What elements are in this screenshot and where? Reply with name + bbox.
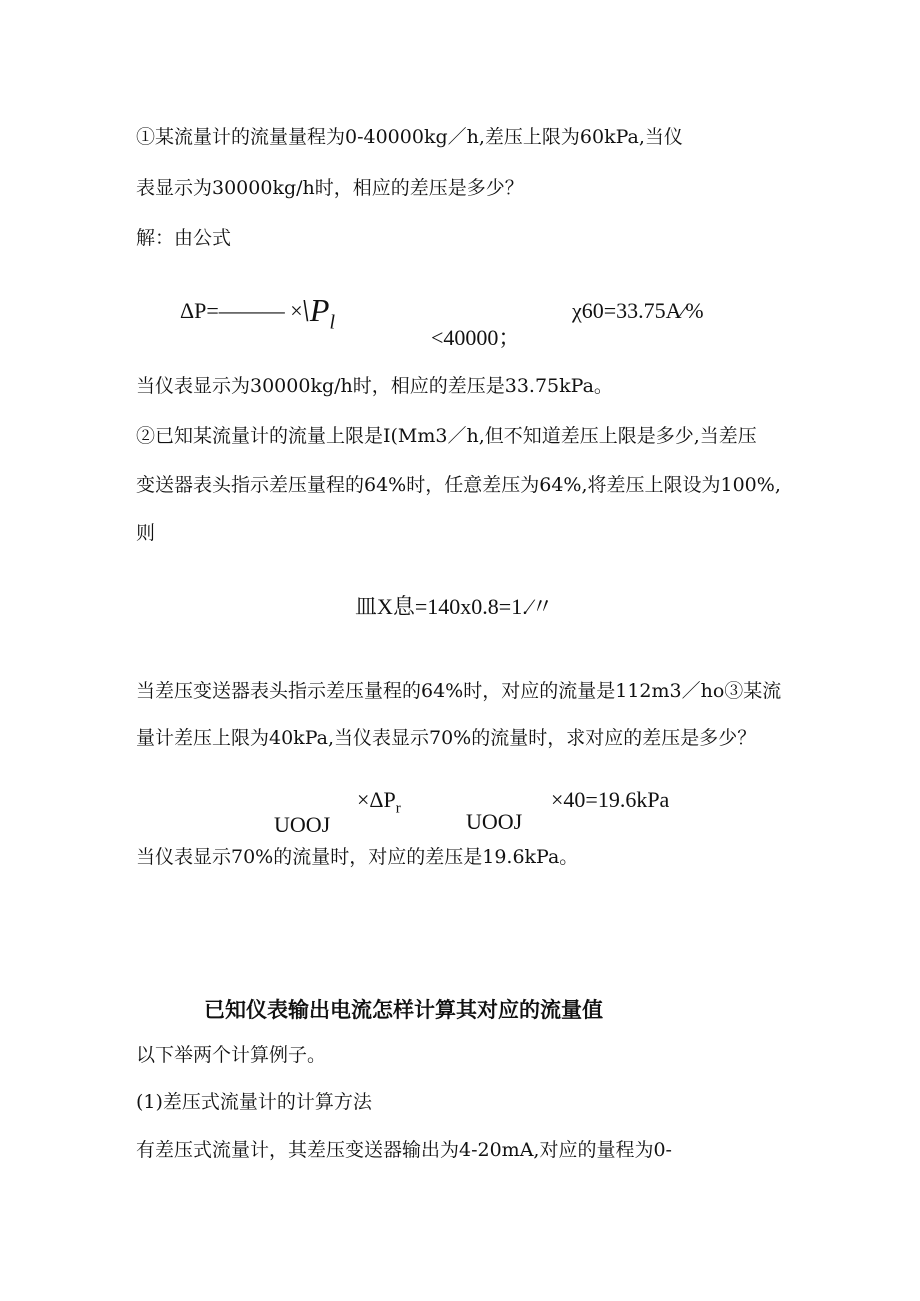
problem2-line2: 变送器表头指示差压量程的64%时，任意差压为64%,将差压上限设为100%, [136, 474, 781, 496]
formula1-sub: l [329, 311, 335, 334]
problem2-line3: 则 [136, 522, 156, 544]
formula3-bottom-right: UOOJ [466, 809, 523, 834]
section2-intro: 以下举两个计算例子。 [136, 1044, 327, 1066]
solution-intro: 解：由公式 [136, 227, 232, 249]
formula1-left: ΔP=——— × [180, 298, 303, 323]
formula3-top-left-main: ×ΔP [357, 787, 396, 812]
problem3-answer: 当仪表显示70%的流量时，对应的差压是19.6kPa。 [136, 846, 579, 868]
formula3-top-left-sub: r [395, 800, 401, 817]
formula1-sqrt-symbol: \P [301, 292, 330, 328]
formula2: 皿X息=140x0.8=1.∕〃 [355, 594, 554, 619]
problem1-line1: ①某流量计的流量量程为0-40000kg／h,差压上限为60kPa,当仪 [136, 126, 683, 148]
problem1-answer: 当仪表显示为30000kg/h时，相应的差压是33.75kPa。 [136, 375, 613, 397]
formula1-right: χ60=33.75A∕% [572, 298, 704, 323]
problem2-line1: ②已知某流量计的流量上限是I(Mm3／h,但不知道差压上限是多少,当差压 [136, 425, 757, 447]
section2-heading: 已知仪表输出电流怎样计算其对应的流量值 [204, 998, 603, 1022]
problem2-answer-line1: 当差压变送器表头指示差压量程的64%时，对应的流量是112m3／ho③某流 [136, 680, 782, 702]
formula3-bottom-left: UOOJ [274, 812, 331, 837]
formula3-top-right: ×40=19.6kPa [551, 787, 670, 812]
formula3-top-left [357, 787, 401, 821]
formula1-denominator: <40000； [431, 325, 521, 350]
section2-text1: 有差压式流量计，其差压变送器输出为4-20mA,对应的量程为0- [136, 1139, 672, 1161]
formula1-sqrt [301, 292, 335, 340]
problem2-answer-line2: 量计差压上限为40kPa,当仪表显示70%的流量时，求对应的差压是多少？ [136, 727, 757, 749]
section2-sub1: (1)差压式流量计的计算方法 [136, 1091, 372, 1113]
problem1-line2: 表显示为30000kg/h时，相应的差压是多少？ [136, 177, 524, 199]
